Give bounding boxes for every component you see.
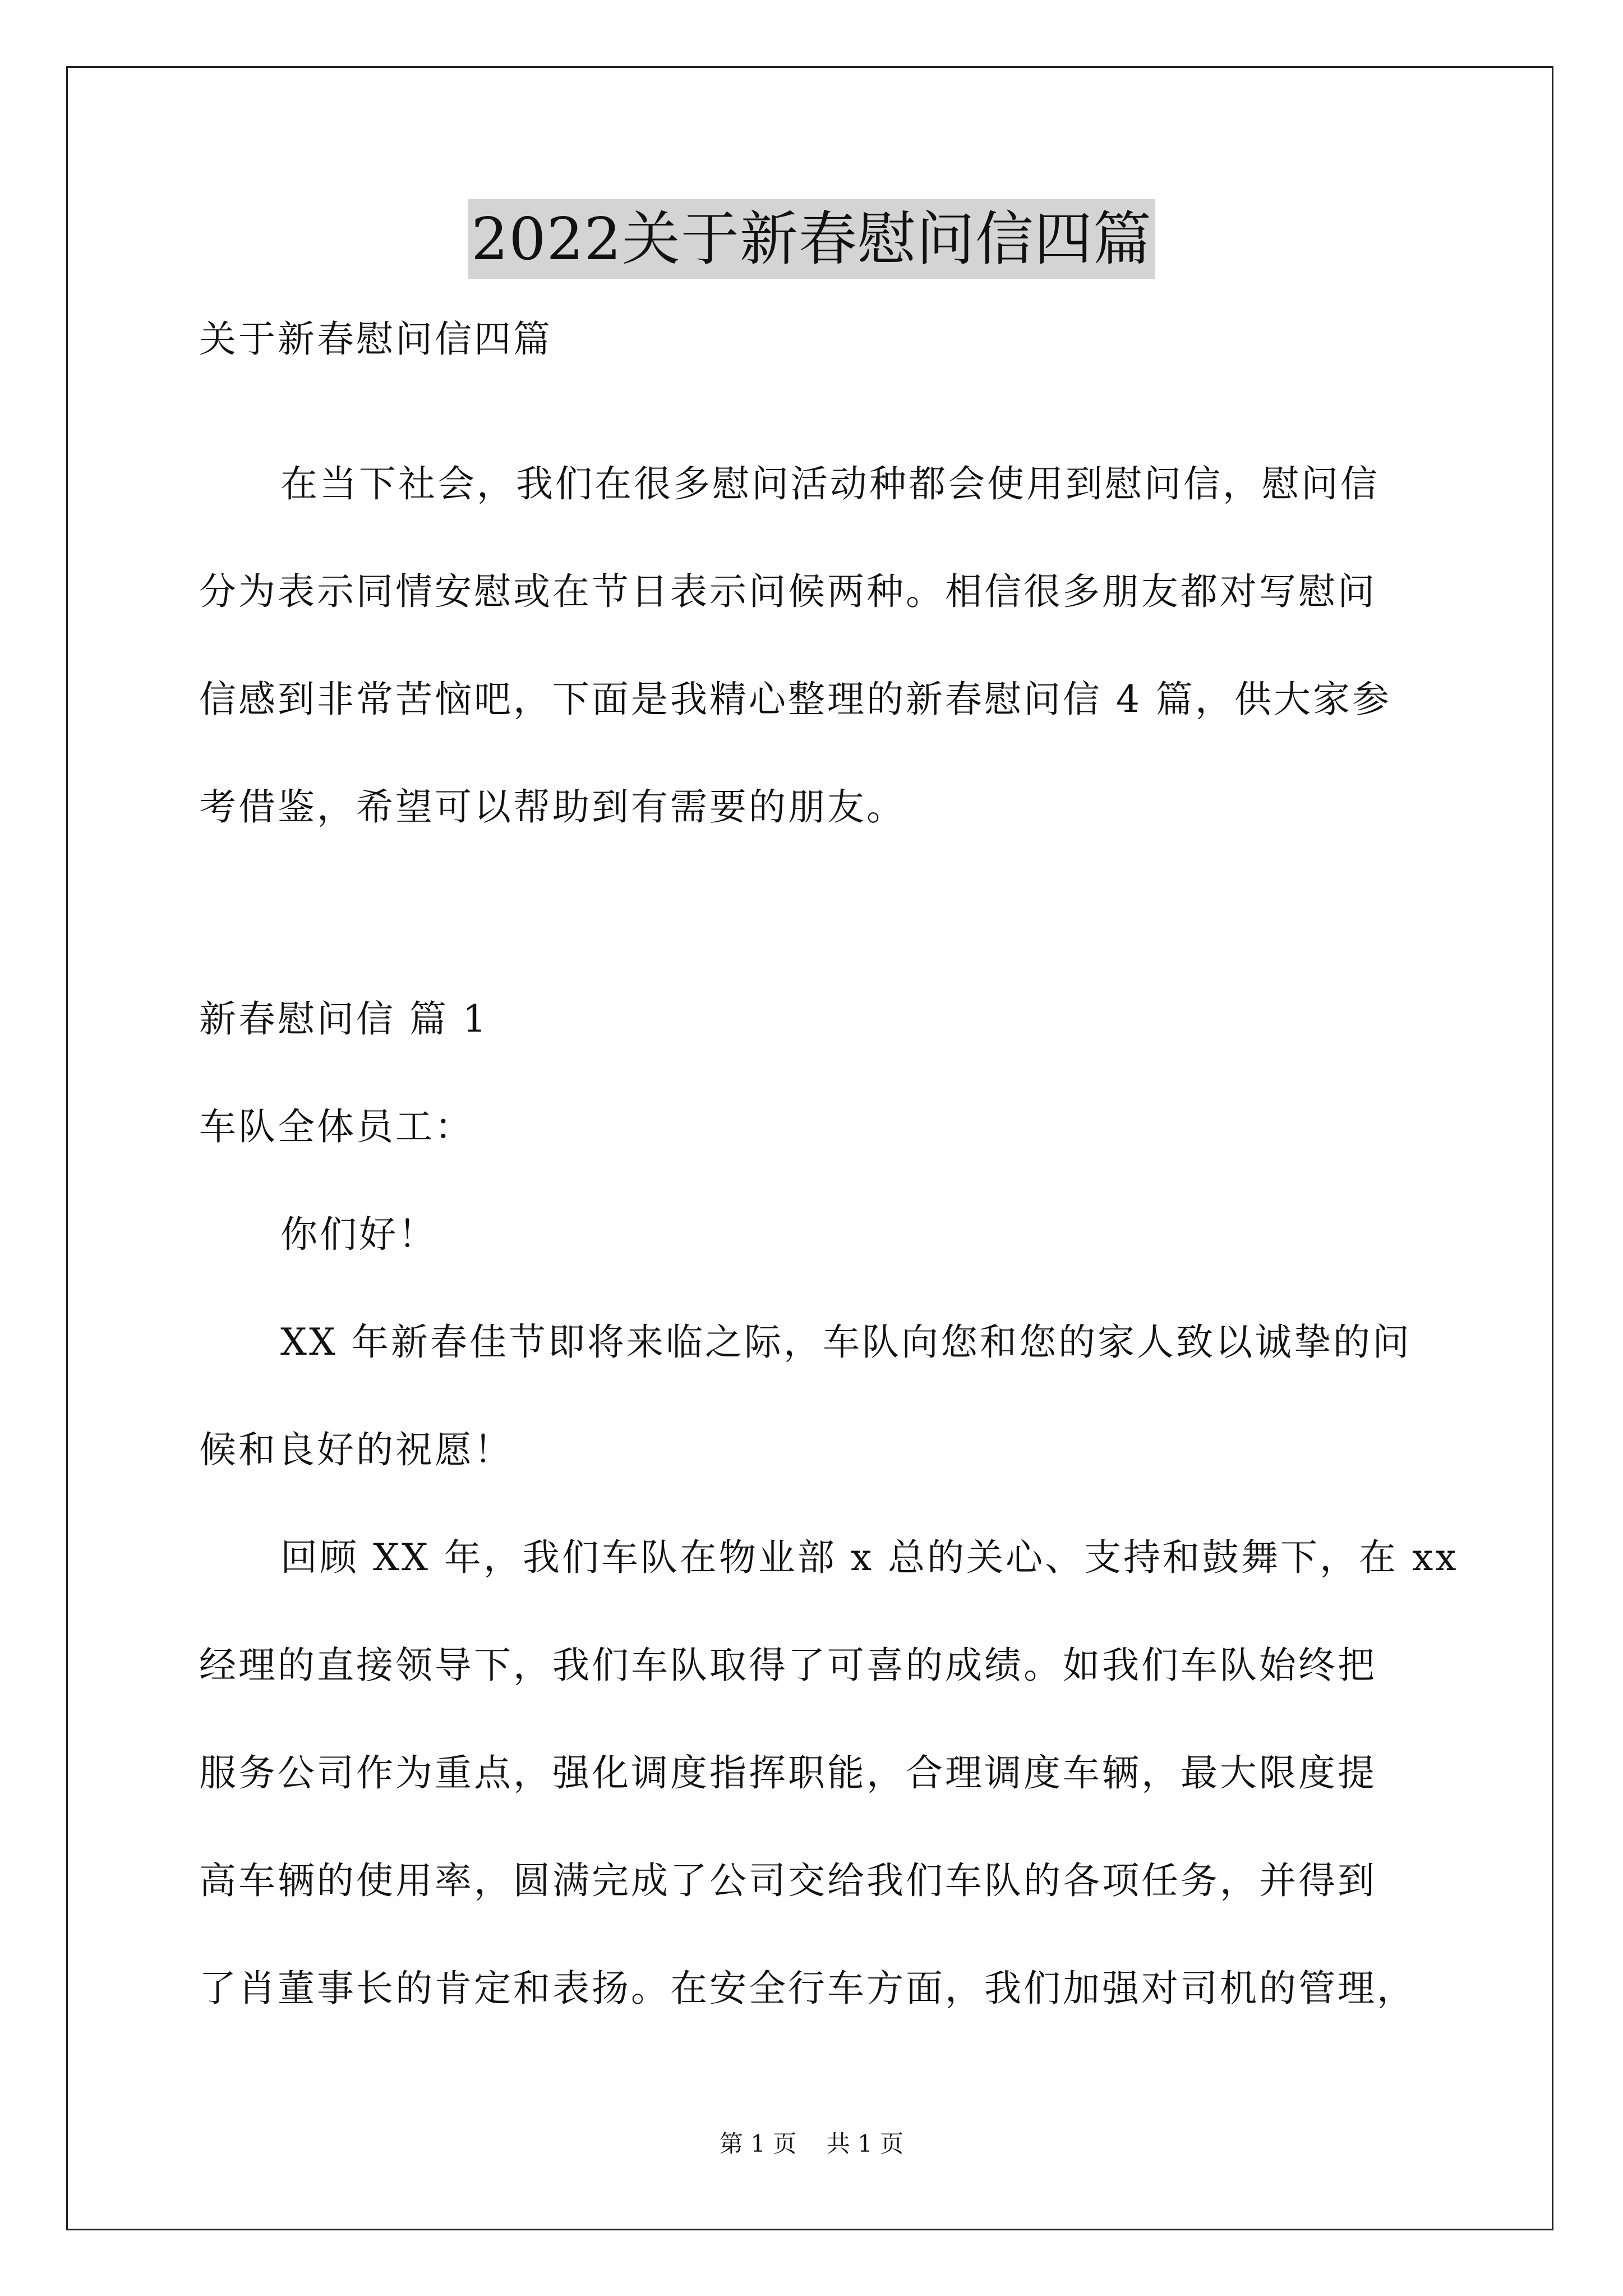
page-footer: 第 1 页 共 1 页 xyxy=(719,2130,904,2157)
paragraph-line: 高车辆的使用率，圆满完成了公司交给我们车队的各项任务，并得到 xyxy=(199,1859,1377,1902)
paragraph-line: 候和良好的祝愿！ xyxy=(199,1428,513,1471)
salutation-line: 车队全体员工： xyxy=(199,1105,474,1148)
paragraph-line: 回顾 XX 年，我们车队在物业部 x 总的关心、支持和鼓舞下，在 xx xyxy=(280,1536,1459,1579)
greeting-line: 你们好！ xyxy=(280,1213,437,1256)
paragraph-line: 服务公司作为重点，强化调度指挥职能，合理调度车辆，最大限度提 xyxy=(199,1751,1377,1795)
section-heading: 新春慰问信 篇 1 xyxy=(199,997,488,1041)
paragraph-line: 考借鉴，希望可以帮助到有需要的朋友。 xyxy=(199,785,906,829)
subtitle-line: 关于新春慰问信四篇 xyxy=(199,318,552,361)
document-title: 2022关于新春慰问信四篇 xyxy=(468,199,1155,279)
paragraph-line: 分为表示同情安慰或在节日表示问候两种。相信很多朋友都对写慰问 xyxy=(199,570,1377,613)
title-container xyxy=(0,199,1623,279)
paragraph-line: 经理的直接领导下，我们车队取得了可喜的成绩。如我们车队始终把 xyxy=(199,1644,1377,1687)
paragraph-line: XX 年新春佳节即将来临之际，车队向您和您的家人致以诚挚的问 xyxy=(280,1320,1412,1364)
paragraph-line: 信感到非常苦恼吧，下面是我精心整理的新春慰问信 4 篇，供大家参 xyxy=(199,678,1391,721)
paragraph-line: 在当下社会，我们在很多慰问活动种都会使用到慰问信，慰问信 xyxy=(280,462,1380,505)
paragraph-line: 了肖董事长的肯定和表扬。在安全行车方面，我们加强对司机的管理， xyxy=(199,1967,1416,2010)
